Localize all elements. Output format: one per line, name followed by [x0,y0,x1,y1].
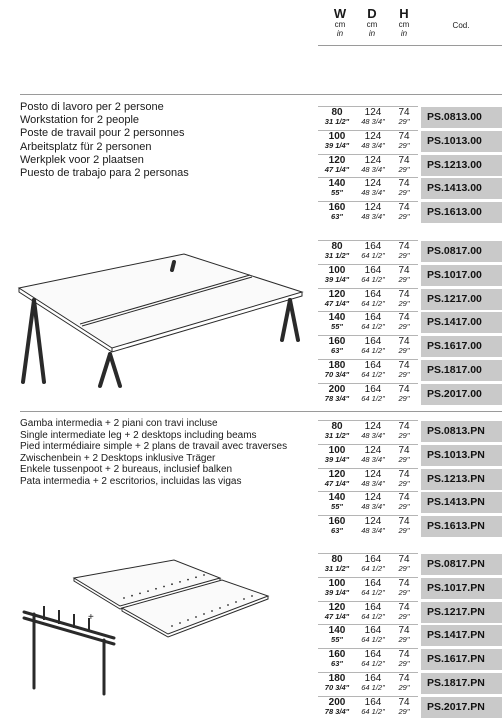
depth-cell: 164 64 1/2" [361,649,385,669]
depth-cell: 124 48 3/4" [361,130,385,150]
width-cell: 80 31 1/2" [324,421,350,440]
section2-description: Gamba intermedia + 2 piani con travi incluse Single intermediate leg + 2 desktops including beams Pied intermédiaire simple + 2 plans de travail avec traverses Zwischenbein + 2 Desktops inklusive Träger Enkele tussenpoot + 2 bureaus, inclusief balken Pata intermedia + 2 escritorios, incluidas las vigas [20,418,288,487]
depth-cell: 124 48 3/4" [361,421,385,440]
table-row [318,177,502,200]
table-row [318,130,502,153]
product-code[interactable]: PS.1417.00 [421,312,502,333]
table-row [318,335,502,358]
depth-cell: 164 64 1/2" [361,673,385,692]
depth-cell: 164 64 1/2" [361,288,385,308]
depth-cell: 164 64 1/2" [361,312,385,332]
table-row [318,444,502,467]
height-cell: 74 29" [398,312,410,332]
product-code[interactable]: PS.2017.PN [421,697,502,718]
depth-cell: 164 64 1/2" [361,264,385,284]
height-cell: 74 29" [398,202,410,222]
height-cell: 74 29" [398,649,410,669]
height-cell: 74 29" [398,492,410,512]
table-row [318,154,502,177]
product-code[interactable]: PS.1617.00 [421,336,502,357]
depth-cell: 164 64 1/2" [361,601,385,621]
product-code[interactable]: PS.0813.00 [421,107,502,128]
depth-cell: 124 48 3/4" [361,202,385,222]
product-code[interactable]: PS.1413.PN [421,492,502,513]
width-cell: 140 55" [328,625,346,645]
depth-cell: 164 64 1/2" [361,577,385,597]
depth-cell: 124 48 3/4" [361,492,385,512]
depth-cell: 164 64 1/2" [361,360,385,379]
height-cell: 74 29" [398,288,410,308]
table-row [318,577,502,600]
height-cell: 74 29" [398,516,410,536]
product-code[interactable]: PS.1017.PN [421,578,502,599]
table-row [318,553,502,576]
height-cell: 74 29" [398,577,410,597]
width-cell: 100 39 1/4" [324,130,350,150]
width-cell: 180 70 3/4" [324,360,350,379]
product-code[interactable]: PS.1817.00 [421,360,502,381]
product-code[interactable]: PS.1613.PN [421,516,502,537]
height-cell: 74 29" [398,554,410,573]
table-row [318,264,502,287]
table-row [318,240,502,263]
section-divider-top [20,94,502,95]
product-code[interactable]: PS.0817.PN [421,554,502,575]
height-cell: 74 29" [398,336,410,356]
height-cell: 74 29" [398,178,410,198]
height-cell: 74 29" [398,154,410,174]
height-cell: 74 29" [398,241,410,260]
header-code: Cod. [452,21,470,30]
height-cell: 74 29" [398,625,410,645]
table-row [318,106,502,129]
width-cell: 100 39 1/4" [324,577,350,597]
width-cell: 200 78 3/4" [324,383,350,403]
width-cell: 100 39 1/4" [324,444,350,464]
width-cell: 120 47 1/4" [324,154,350,174]
height-cell: 74 29" [398,444,410,464]
width-cell: 80 31 1/2" [324,241,350,260]
width-cell: 200 78 3/4" [324,696,350,716]
width-cell: 160 63" [328,336,346,356]
depth-cell: 124 48 3/4" [361,178,385,198]
depth-cell: 164 64 1/2" [361,625,385,645]
product-code[interactable]: PS.0817.00 [421,241,502,262]
width-cell: 160 63" [328,516,346,536]
intermediate-leg-illustration [14,548,314,698]
width-cell: 120 47 1/4" [324,468,350,488]
depth-cell: 164 64 1/2" [361,696,385,716]
product-code[interactable]: PS.1817.PN [421,673,502,694]
table-row [318,624,502,647]
workstation-illustration [14,244,314,392]
table-row [318,648,502,671]
table-row [318,515,502,538]
width-cell: 80 31 1/2" [324,554,350,573]
table-row [318,420,502,443]
header-height: H cm in [398,6,410,38]
width-cell: 140 55" [328,492,346,512]
height-cell: 74 29" [398,264,410,284]
width-cell: 140 55" [328,178,346,198]
depth-cell: 124 48 3/4" [361,107,385,126]
product-code[interactable]: PS.1213.00 [421,155,502,176]
width-cell: 120 47 1/4" [324,288,350,308]
table-row [318,311,502,334]
table-row [318,359,502,382]
product-code[interactable]: PS.1417.PN [421,625,502,646]
table-row [318,288,502,311]
height-cell: 74 29" [398,360,410,379]
width-cell: 180 70 3/4" [324,673,350,692]
height-cell: 74 29" [398,673,410,692]
product-code[interactable]: PS.1217.00 [421,289,502,310]
product-code[interactable]: PS.1213.PN [421,469,502,490]
width-cell: 80 31 1/2" [324,107,350,126]
product-code[interactable]: PS.1017.00 [421,265,502,286]
width-cell: 140 55" [328,312,346,332]
width-cell: 160 63" [328,202,346,222]
plus-sign: + [88,612,94,623]
table-row [318,201,502,224]
depth-cell: 164 64 1/2" [361,383,385,403]
product-code[interactable]: PS.1013.PN [421,445,502,466]
depth-cell: 124 48 3/4" [361,444,385,464]
height-cell: 74 29" [398,468,410,488]
table-row [318,468,502,491]
column-header [0,0,502,44]
table-row [318,383,502,406]
depth-cell: 124 48 3/4" [361,516,385,536]
width-cell: 120 47 1/4" [324,601,350,621]
product-code[interactable]: PS.1617.PN [421,649,502,670]
table-row [318,672,502,695]
depth-cell: 164 64 1/2" [361,336,385,356]
header-divider [318,45,502,46]
section-divider-middle [20,411,502,412]
section1-description: Posto di lavoro per 2 persone Workstation for 2 people Poste de travail pour 2 personnes Arbeitsplatz für 2 personen Werkplek voor 2 plaatsen Puesto de trabajo para 2 personas [20,101,189,180]
height-cell: 74 29" [398,696,410,716]
product-code[interactable]: PS.1217.PN [421,602,502,623]
height-cell: 74 29" [398,421,410,440]
header-width: W cm in [333,6,347,38]
depth-cell: 164 64 1/2" [361,554,385,573]
table-row [318,491,502,514]
width-cell: 100 39 1/4" [324,264,350,284]
product-code[interactable]: PS.1413.00 [421,178,502,199]
height-cell: 74 29" [398,601,410,621]
header-depth: D cm in [366,6,378,38]
product-code[interactable]: PS.2017.00 [421,384,502,405]
height-cell: 74 29" [398,130,410,150]
height-cell: 74 29" [398,383,410,403]
width-cell: 160 63" [328,649,346,669]
table-row [318,696,502,719]
product-code[interactable]: PS.0813.PN [421,421,502,442]
product-code[interactable]: PS.1013.00 [421,131,502,152]
height-cell: 74 29" [398,107,410,126]
depth-cell: 124 48 3/4" [361,468,385,488]
depth-cell: 124 48 3/4" [361,154,385,174]
depth-cell: 164 64 1/2" [361,241,385,260]
product-code[interactable]: PS.1613.00 [421,202,502,223]
table-row [318,601,502,624]
